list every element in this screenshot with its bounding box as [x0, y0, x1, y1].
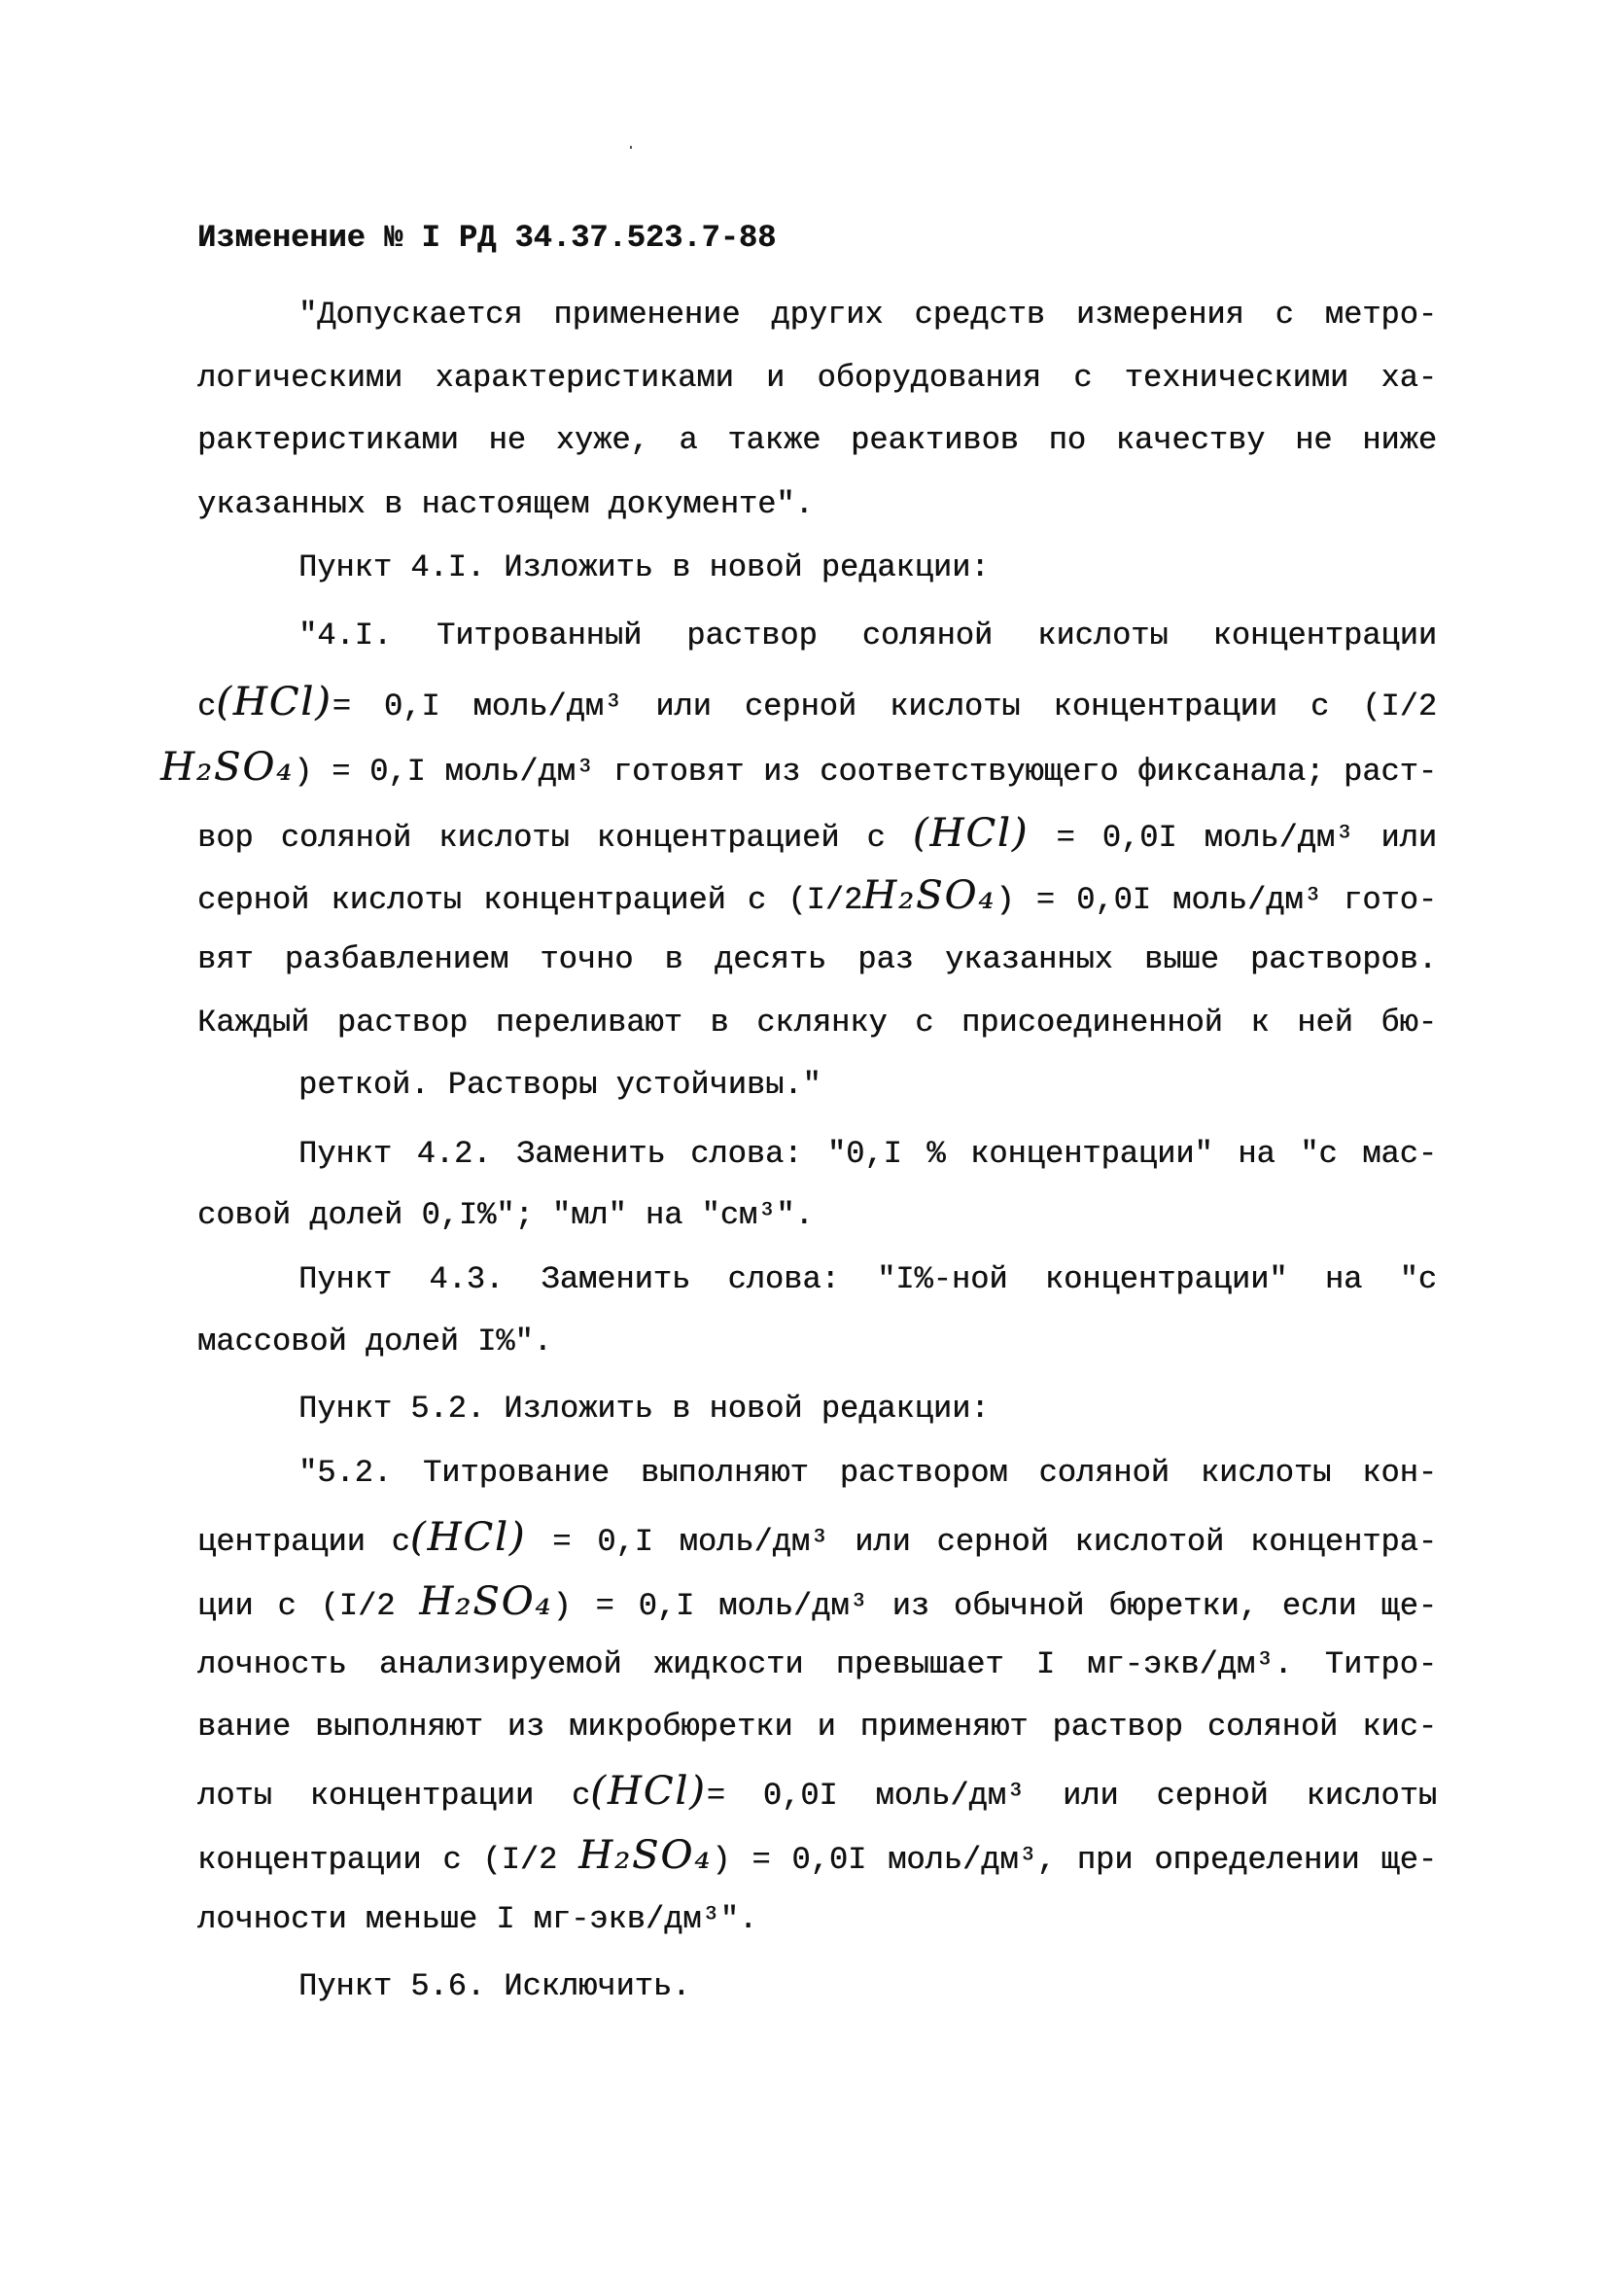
- text-line: [197, 680, 1437, 726]
- text-segment: Каждый раствор переливают в склянку с присоединенной к ней бю-: [197, 1005, 1437, 1041]
- text-line: [298, 1066, 1437, 1105]
- text-segment: лочность анализируемой жидкости превышает I мг-экв/дм³. Титро-: [197, 1646, 1437, 1682]
- text-segment: = 0,0I моль/дм³ или: [1029, 820, 1438, 856]
- text-line: [197, 1004, 1437, 1042]
- text-segment: указанных в настоящем документе".: [197, 486, 814, 522]
- text-line: [197, 940, 1437, 979]
- text-segment: совой долей 0,I%"; "мл" на "см³".: [197, 1197, 814, 1233]
- text-line: [197, 1769, 1438, 1816]
- text-segment: вание выполняют из микробюретки и применяют раствор соляной кис-: [197, 1709, 1437, 1745]
- text-segment: = 0,I моль/дм³ или серной кислотой концентра-: [526, 1524, 1438, 1560]
- text-segment: Пункт 4.I. Изложить в новой редакции:: [298, 549, 990, 585]
- text-segment: ции с (I/2: [197, 1588, 420, 1624]
- text-segment: = 0,0I моль/дм³ или серной кислоты: [706, 1778, 1438, 1814]
- text-line: [298, 1260, 1437, 1299]
- text-segment: логическими характеристиками и оборудования с техническими ха-: [197, 360, 1437, 396]
- text-line: [197, 1708, 1437, 1747]
- text-line: [298, 548, 1437, 587]
- handwritten-formula: (HCl): [590, 1769, 707, 1814]
- text-line: [298, 617, 1437, 655]
- text-segment: ) = 0,I моль/дм³ готовят из соответствующего фиксанала; раст-: [294, 754, 1437, 790]
- text-segment: Пункт 5.6. Исключить.: [298, 1968, 691, 2004]
- text-line: [298, 1967, 1437, 2006]
- text-segment: Пункт 4.3. Заменить слова: "I%-ной концентрации" на "с: [298, 1261, 1437, 1297]
- handwritten-formula: H₂SO₄: [419, 1579, 553, 1624]
- text-segment: вят разбавлением точно в десять раз указанных выше растворов.: [197, 941, 1437, 977]
- text-line: [197, 1323, 1437, 1361]
- handwritten-formula: (HCl): [216, 680, 332, 724]
- text-line: [298, 1454, 1437, 1493]
- handwritten-formula: H₂SO₄: [160, 745, 295, 790]
- text-line: [197, 485, 1437, 524]
- text-segment: лоты концентрации с: [197, 1778, 591, 1814]
- text-line: [298, 1135, 1437, 1174]
- handwritten-formula: H₂SO₄: [578, 1833, 713, 1878]
- text-line: [197, 1579, 1438, 1626]
- text-line: [298, 1390, 1437, 1429]
- text-segment: "4.I. Титрованный раствор соляной кислоты концентрации: [298, 618, 1437, 653]
- text-line: [197, 1515, 1438, 1562]
- text-line: [197, 873, 1437, 920]
- text-line: [197, 811, 1438, 858]
- text-segment: ) = 0,0I моль/дм³, при определении ще-: [712, 1842, 1438, 1878]
- text-segment: Пункт 4.2. Заменить слова: "0,I % концентрации" на "с мас-: [298, 1136, 1437, 1172]
- text-segment: вор соляной кислоты концентрацией с: [197, 820, 913, 856]
- text-line: [197, 1833, 1438, 1880]
- text-segment: рактеристиками не хуже, а также реактивов по качеству не ниже: [197, 422, 1437, 458]
- text-segment: = 0,I моль/дм³ или серной кислоты концентрации с (I/2: [332, 689, 1437, 724]
- text-segment: ) = 0,I моль/дм³ из обычной бюретки, если ще-: [552, 1588, 1438, 1624]
- text-segment: центрации с: [197, 1524, 410, 1560]
- text-line: [197, 1196, 1437, 1235]
- text-segment: массовой долей I%".: [197, 1324, 552, 1360]
- text-segment: серной кислоты концентрацией с (I/2: [197, 882, 863, 918]
- text-line: [197, 1900, 1437, 1939]
- text-segment: ) = 0,0I моль/дм³ гото-: [996, 882, 1437, 918]
- text-segment: "5.2. Титрование выполняют раствором соляной кислоты кон-: [298, 1455, 1437, 1491]
- handwritten-formula: (HCl): [912, 811, 1030, 856]
- text-line: [197, 421, 1437, 460]
- document-title: Изменение № I РД 34.37.523.7-88: [197, 220, 777, 256]
- text-segment: Пункт 5.2. Изложить в новой редакции:: [298, 1391, 990, 1427]
- text-segment: концентрации с (I/2: [197, 1842, 579, 1878]
- scan-speck: [630, 146, 632, 149]
- text-segment: лочности меньше I мг-экв/дм³".: [197, 1901, 758, 1937]
- text-line: [197, 359, 1437, 398]
- handwritten-formula: (HCl): [409, 1515, 527, 1560]
- text-segment: "Допускается применение других средств измерения с метро-: [298, 297, 1437, 333]
- text-segment: реткой. Растворы устойчивы.": [298, 1067, 821, 1103]
- text-line: [160, 745, 1437, 792]
- text-segment: c: [197, 689, 217, 724]
- text-line: [197, 1645, 1437, 1684]
- text-line: [298, 296, 1437, 335]
- handwritten-formula: H₂SO₄: [862, 873, 996, 918]
